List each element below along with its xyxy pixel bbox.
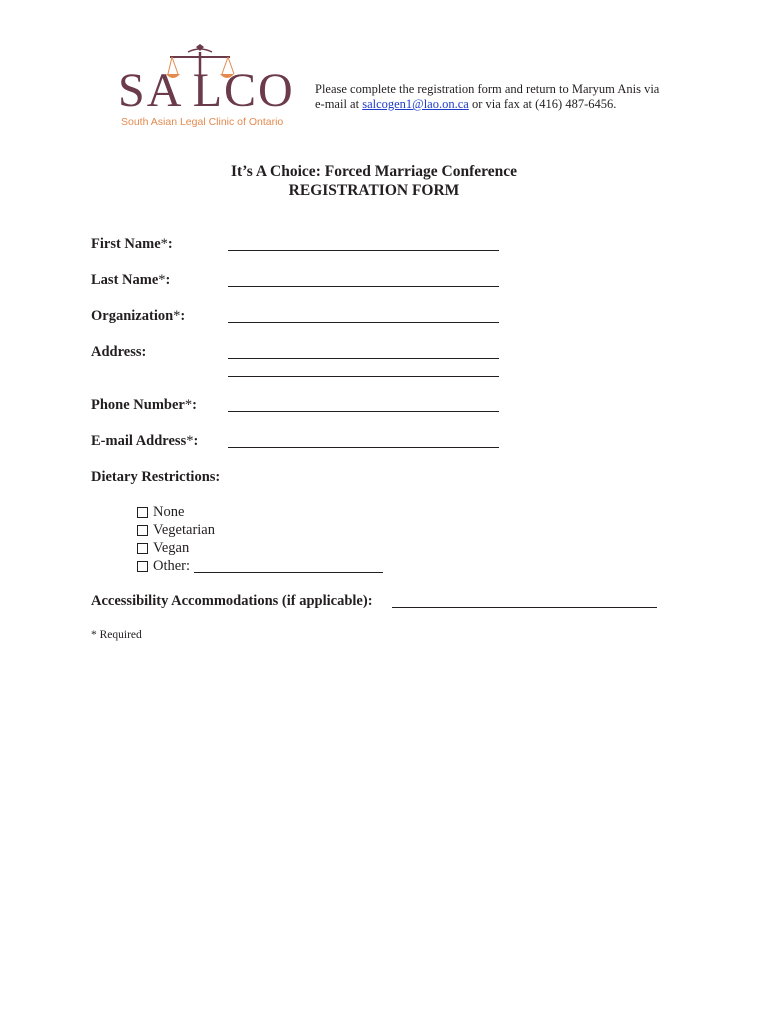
checkbox[interactable] xyxy=(137,507,148,518)
dietary-option-vegan[interactable]: Vegan xyxy=(137,540,189,557)
accessibility-field[interactable] xyxy=(392,607,657,608)
salco-wordmark: SA LCO xyxy=(118,64,295,117)
required-footnote: * Required xyxy=(91,629,142,641)
email-link[interactable]: salcogen1@lao.on.ca xyxy=(362,97,469,111)
form-title: REGISTRATION FORM xyxy=(288,182,460,199)
last-name-label: Last Name*: xyxy=(91,272,171,288)
last-name-field[interactable] xyxy=(228,286,499,287)
address-field-line-2[interactable] xyxy=(228,376,499,377)
dietary-option-none[interactable]: None xyxy=(137,504,184,521)
dietary-label: Dietary Restrictions: xyxy=(91,469,221,485)
dietary-option-vegetarian[interactable]: Vegetarian xyxy=(137,522,215,539)
checkbox[interactable] xyxy=(137,525,148,536)
instructions-line-1: Please complete the registration form and return to Maryum Anis via xyxy=(315,82,660,96)
checkbox[interactable] xyxy=(137,543,148,554)
address-label: Address: xyxy=(91,344,147,360)
conference-title: It’s A Choice: Forced Marriage Conference xyxy=(231,163,517,180)
address-field-line-1[interactable] xyxy=(228,358,499,359)
first-name-field[interactable] xyxy=(228,250,499,251)
phone-field[interactable] xyxy=(228,411,499,412)
accessibility-label: Accessibility Accommodations (if applicable): xyxy=(91,593,373,609)
dietary-option-other[interactable]: Other: xyxy=(137,558,383,575)
organization-field[interactable] xyxy=(228,322,499,323)
organization-label: Organization*: xyxy=(91,308,186,324)
other-field[interactable] xyxy=(194,560,383,573)
logo-subtitle: South Asian Legal Clinic of Ontario xyxy=(121,116,284,128)
instructions xyxy=(315,82,695,112)
email-field[interactable] xyxy=(228,447,499,448)
email-label: E-mail Address*: xyxy=(91,433,199,449)
phone-label: Phone Number*: xyxy=(91,397,197,413)
first-name-label: First Name*: xyxy=(91,236,173,252)
checkbox[interactable] xyxy=(137,561,148,572)
instructions-line-2: e-mail at salcogen1@lao.on.ca or via fax at (416) 487-6456. xyxy=(315,97,617,111)
